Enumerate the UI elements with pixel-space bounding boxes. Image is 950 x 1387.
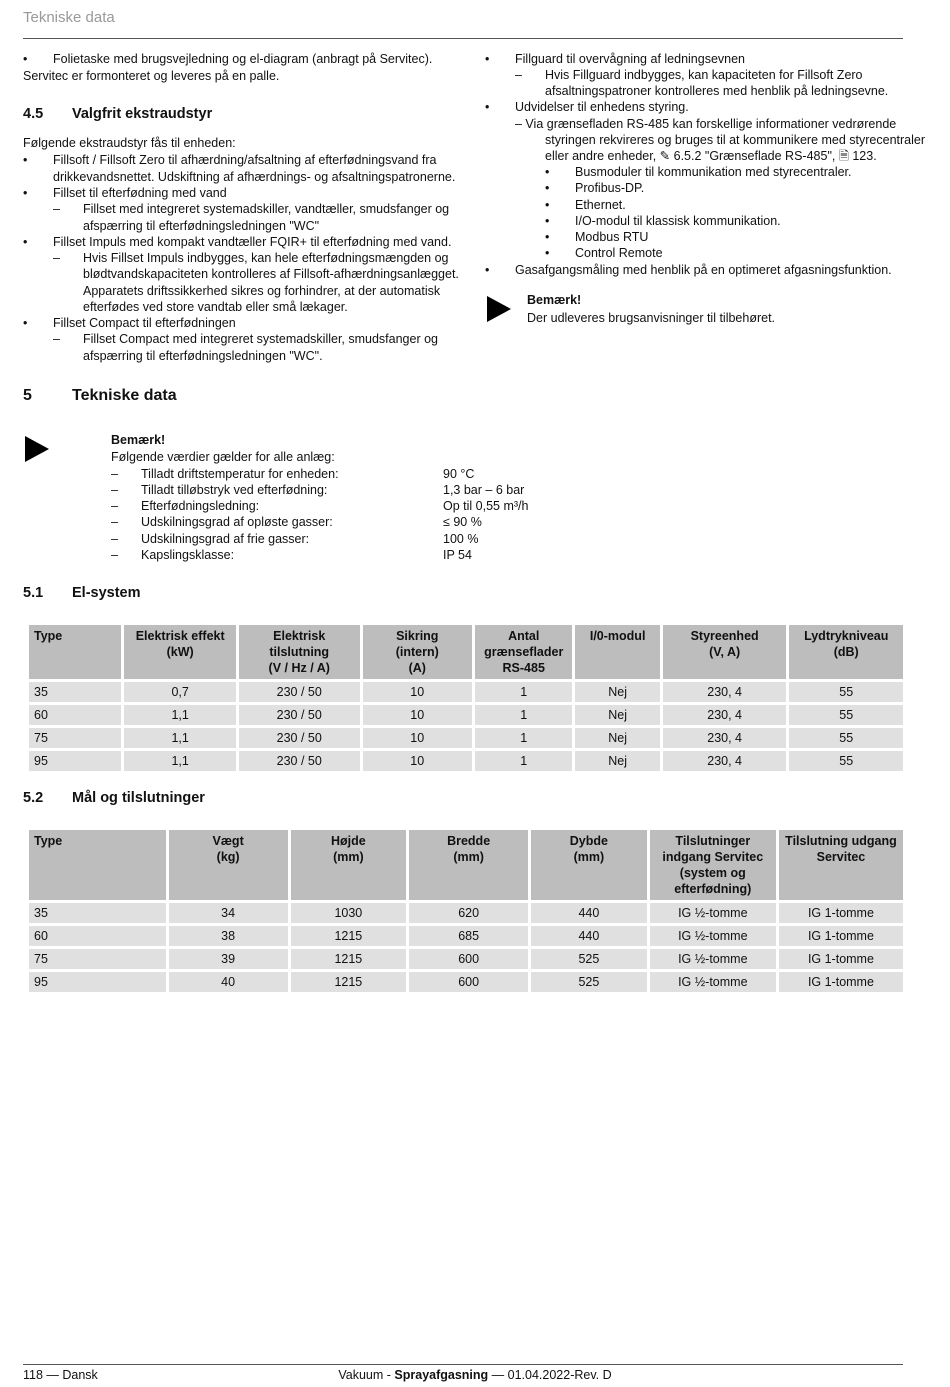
column-header-line: Tilslutninger: [675, 834, 751, 848]
table-cell: 35: [29, 903, 166, 923]
table-cell: 1,1: [124, 705, 236, 725]
footer-title-prefix: Vakuum -: [338, 1368, 395, 1382]
table-row: [29, 751, 903, 771]
table-cell: 685: [409, 926, 528, 946]
accessory-item: • Fillset Compact til efterfødningen: [53, 315, 236, 331]
column-header-line: (V, A): [709, 645, 741, 659]
column-header: [409, 830, 528, 900]
left-intro-line: Servitec er formonteret og leveres på en palle.: [23, 69, 280, 83]
interface-option: • I/O-modul til klassisk kommunikation.: [575, 213, 781, 229]
spec-value: ≤ 90 %: [443, 515, 482, 529]
column-header: [124, 625, 236, 679]
table-cell: 440: [531, 926, 647, 946]
table-cell: 1: [475, 682, 572, 702]
column-header: [291, 830, 407, 900]
table-cell: 525: [531, 949, 647, 969]
table-cell: Nej: [575, 728, 659, 748]
table-cell: 440: [531, 903, 647, 923]
table-cell: 230, 4: [663, 682, 787, 702]
footer-document-title: [0, 1368, 950, 1382]
column-header-line: Vægt: [212, 834, 244, 848]
table-row: [29, 926, 903, 946]
accessory-subitem-cont: efterfødes ved store vandtab eller små lækager.: [83, 300, 348, 314]
section-5-2-title: Mål og tilslutninger: [72, 790, 205, 806]
table-cell: Nej: [575, 751, 659, 771]
column-header-line: (system og: [679, 866, 746, 880]
table-cell: 620: [409, 903, 528, 923]
column-header: [663, 625, 787, 679]
section-4-5-number: 4.5: [23, 106, 44, 122]
accessory-subitem-cont: styringen rekvireres og bruges til at kommunikere med styrecentraler: [545, 133, 926, 147]
column-header-line: (mm): [453, 850, 484, 864]
table-cell: 1,1: [124, 751, 236, 771]
accessory-subitem-cont: Apparatets driftssikkerhed sikres og forhindrer, at der automatisk: [83, 284, 441, 298]
table-cell: IG ½-tomme: [650, 972, 776, 992]
column-header: [475, 625, 572, 679]
electrical-table: [26, 622, 906, 774]
column-header-line: Sikring: [396, 629, 439, 643]
table-cell: Nej: [575, 705, 659, 725]
table-cell: 38: [169, 926, 288, 946]
table-cell: 40: [169, 972, 288, 992]
section-4-5-intro: Følgende ekstraudstyr fås til enheden:: [23, 136, 236, 150]
column-header-line: I/0-modul: [589, 629, 646, 643]
table-cell: 230, 4: [663, 705, 787, 725]
column-header-line: Servitec: [816, 850, 866, 864]
accessory-subitem-cont: afspærring til efterfødningsledningen "WC": [83, 219, 320, 233]
table-cell: 55: [789, 705, 903, 725]
note-text: Der udleveres brugsanvisninger til tilbehøret.: [527, 311, 776, 325]
column-header-line: (mm): [333, 850, 364, 864]
table-cell: 1215: [291, 972, 407, 992]
column-header: [575, 625, 659, 679]
table-cell: 75: [29, 949, 166, 969]
section-5-number: 5: [23, 387, 32, 404]
table-cell: 55: [789, 751, 903, 771]
table-cell: 55: [789, 728, 903, 748]
column-header: [239, 625, 360, 679]
accessory-subitem: – Fillset Compact med integreret systemadskiller, smudsfanger og: [83, 331, 438, 347]
column-header-line: (V / Hz / A): [268, 661, 330, 675]
column-header-line: (mm): [573, 850, 605, 864]
table-cell: 1: [475, 751, 572, 771]
column-header-line: Bredde: [447, 834, 491, 848]
interface-option: • Ethernet.: [575, 197, 626, 213]
table-cell: IG ½-tomme: [650, 926, 776, 946]
table-cell: 600: [409, 972, 528, 992]
table-cell: 525: [531, 972, 647, 992]
section-5-1-title: El-system: [72, 585, 141, 601]
accessory-item: • Fillguard til overvågning af ledningsevnen: [515, 51, 745, 67]
column-header-line: (kW): [166, 645, 194, 659]
accessory-subitem: – Hvis Fillset Impuls indbygges, kan hele efterfødningsmængden og: [83, 250, 448, 266]
column-header-line: Tilslutning udgang: [785, 834, 897, 848]
spec-value: IP 54: [443, 548, 472, 562]
note-arrow-icon: [25, 436, 49, 462]
accessory-item-cont: drikkevandsnettet. Udskiftning af afhærdnings- og afsaltningspatronerne.: [53, 170, 456, 184]
table-cell: 1: [475, 728, 572, 748]
spec-label: – Tilladt tilløbstryk ved efterfødning:: [141, 482, 327, 498]
footer-page-info: 118 — Dansk: [23, 1368, 98, 1382]
header-divider: [23, 38, 903, 39]
table-cell: IG ½-tomme: [650, 903, 776, 923]
spec-label: – Tilladt driftstemperatur for enheden:: [141, 466, 339, 482]
spec-label: – Udskilningsgrad af frie gasser:: [141, 531, 309, 547]
column-header-line: Type: [34, 834, 63, 848]
spec-value: 90 °C: [443, 467, 475, 481]
column-header-line: Antal: [508, 629, 540, 643]
column-header-line: Lydtrykniveau: [804, 629, 889, 643]
accessory-subitem: – Hvis Fillguard indbygges, kan kapaciteten for Fillsoft Zero: [545, 67, 863, 83]
interface-option: • Modbus RTU: [575, 229, 648, 245]
table-cell: 1215: [291, 926, 407, 946]
table-row: [29, 682, 903, 702]
table-cell: 10: [363, 705, 473, 725]
accessory-item: • Udvidelser til enhedens styring.: [515, 99, 689, 115]
accessory-item: • Gasafgangsmåling med henblik på en optimeret afgasningsfunktion.: [515, 262, 892, 278]
table-cell: 35: [29, 682, 121, 702]
table-header-row: [29, 625, 903, 679]
column-header: [531, 830, 647, 900]
footer-title-bold: Sprayafgasning: [394, 1368, 489, 1382]
accessory-subitem-cont: afsaltningspatroner kontrolleres med henblik på ledningsevne.: [545, 84, 889, 98]
accessory-subitem: – Fillset med integreret systemadskiller, vandtæller, smudsfanger og: [83, 201, 449, 217]
interface-option: • Control Remote: [575, 245, 663, 261]
table-cell: Nej: [575, 682, 659, 702]
column-header-line: (A): [408, 661, 426, 675]
column-header-line: (dB): [833, 645, 859, 659]
section-5-1-number: 5.1: [23, 585, 44, 601]
interface-option: • Profibus-DP.: [575, 180, 644, 196]
table-cell: 10: [363, 682, 473, 702]
table-cell: 1: [475, 705, 572, 725]
table-cell: IG 1-tomme: [779, 903, 903, 923]
table-row: [29, 972, 903, 992]
note-arrow-icon: [487, 296, 511, 322]
accessory-item: • Fillsoft / Fillsoft Zero til afhærdning/afsaltning af efterfødningsvand fra: [53, 152, 437, 168]
column-header-line: Dybde: [569, 834, 608, 848]
accessory-subitem: – Via grænsefladen RS-485 kan forskellige informationer vedrørende: [515, 117, 897, 131]
spec-value: 100 %: [443, 532, 479, 546]
left-intro-bullet: • Folietaske med brugsvejledning og el-diagram (anbragt på Servitec).: [53, 51, 432, 67]
spec-label: – Udskilningsgrad af opløste gasser:: [141, 514, 333, 530]
column-header: [789, 625, 903, 679]
table-cell: 95: [29, 751, 121, 771]
accessory-subitem-cont: blødtvandskapaciteten kontrolleres af Fillsoft-afhærdningsanlægget.: [83, 267, 459, 281]
accessory-subitem-cont: afspærring til efterfødningsledningen "WC".: [83, 349, 323, 363]
table-cell: 230 / 50: [239, 705, 360, 725]
note-title: Bemærk!: [111, 433, 166, 447]
table-cell: IG 1-tomme: [779, 972, 903, 992]
footer-title-suffix: — 01.04.2022-Rev. D: [488, 1368, 612, 1382]
column-header-line: Højde: [331, 834, 366, 848]
page-header-title: Tekniske data: [23, 9, 115, 26]
table-cell: IG 1-tomme: [779, 949, 903, 969]
table-cell: 1,1: [124, 728, 236, 748]
accessory-item: • Fillset Impuls med kompakt vandtæller FQIR+ til efterfødning med vand.: [53, 234, 451, 250]
table-cell: 230 / 50: [239, 751, 360, 771]
table-cell: 600: [409, 949, 528, 969]
interface-option: • Busmoduler til kommunikation med styrecentraler.: [575, 164, 852, 180]
column-header-line: (kg): [216, 850, 240, 864]
column-header-line: (intern): [395, 645, 439, 659]
section-4-5-title: Valgfrit ekstraudstyr: [72, 106, 213, 122]
table-row: [29, 728, 903, 748]
column-header: [29, 830, 166, 900]
table-row: [29, 705, 903, 725]
note-intro: Følgende værdier gælder for alle anlæg:: [111, 450, 335, 464]
spec-value: 1,3 bar – 6 bar: [443, 483, 525, 497]
table-cell: 75: [29, 728, 121, 748]
table-cell: 230, 4: [663, 728, 787, 748]
accessory-subitem-cont: eller andre enheder, ✎ 6.5.2 "Grænseflade RS-485", 🗎 123.: [545, 149, 877, 163]
column-header-line: Elektrisk tilslutning: [269, 629, 330, 659]
table-cell: 230, 4: [663, 751, 787, 771]
footer-divider: [23, 1364, 903, 1365]
table-cell: 230 / 50: [239, 728, 360, 748]
dimensions-table: [26, 827, 906, 995]
table-cell: IG ½-tomme: [650, 949, 776, 969]
column-header-line: efterfødning): [674, 882, 752, 896]
table-cell: 95: [29, 972, 166, 992]
column-header: [779, 830, 903, 900]
column-header: [169, 830, 288, 900]
section-5-title: Tekniske data: [72, 387, 177, 404]
spec-label: – Efterfødningsledning:: [141, 498, 259, 514]
column-header-line: grænseflader: [484, 645, 564, 659]
table-header-row: [29, 830, 903, 900]
table-cell: IG 1-tomme: [779, 926, 903, 946]
table-cell: 1215: [291, 949, 407, 969]
table-cell: 60: [29, 926, 166, 946]
column-header-line: Type: [34, 629, 63, 643]
column-header-line: Styreenhed: [690, 629, 759, 643]
table-cell: 60: [29, 705, 121, 725]
table-cell: 1030: [291, 903, 407, 923]
table-cell: 10: [363, 728, 473, 748]
table-cell: 230 / 50: [239, 682, 360, 702]
table-cell: 34: [169, 903, 288, 923]
table-row: [29, 949, 903, 969]
spec-label: – Kapslingsklasse:: [141, 547, 234, 563]
column-header: [363, 625, 473, 679]
column-header-line: Elektrisk effekt: [135, 629, 225, 643]
table-cell: 0,7: [124, 682, 236, 702]
note-title: Bemærk!: [527, 293, 582, 307]
column-header-line: RS-485: [502, 661, 545, 675]
table-cell: 10: [363, 751, 473, 771]
column-header: [650, 830, 776, 900]
table-row: [29, 903, 903, 923]
table-cell: 55: [789, 682, 903, 702]
accessory-item: • Fillset til efterfødning med vand: [53, 185, 227, 201]
column-header: [29, 625, 121, 679]
column-header-line: indgang Servitec: [662, 850, 764, 864]
section-5-2-number: 5.2: [23, 790, 44, 806]
spec-value: Op til 0,55 m³/h: [443, 499, 529, 513]
table-cell: 39: [169, 949, 288, 969]
